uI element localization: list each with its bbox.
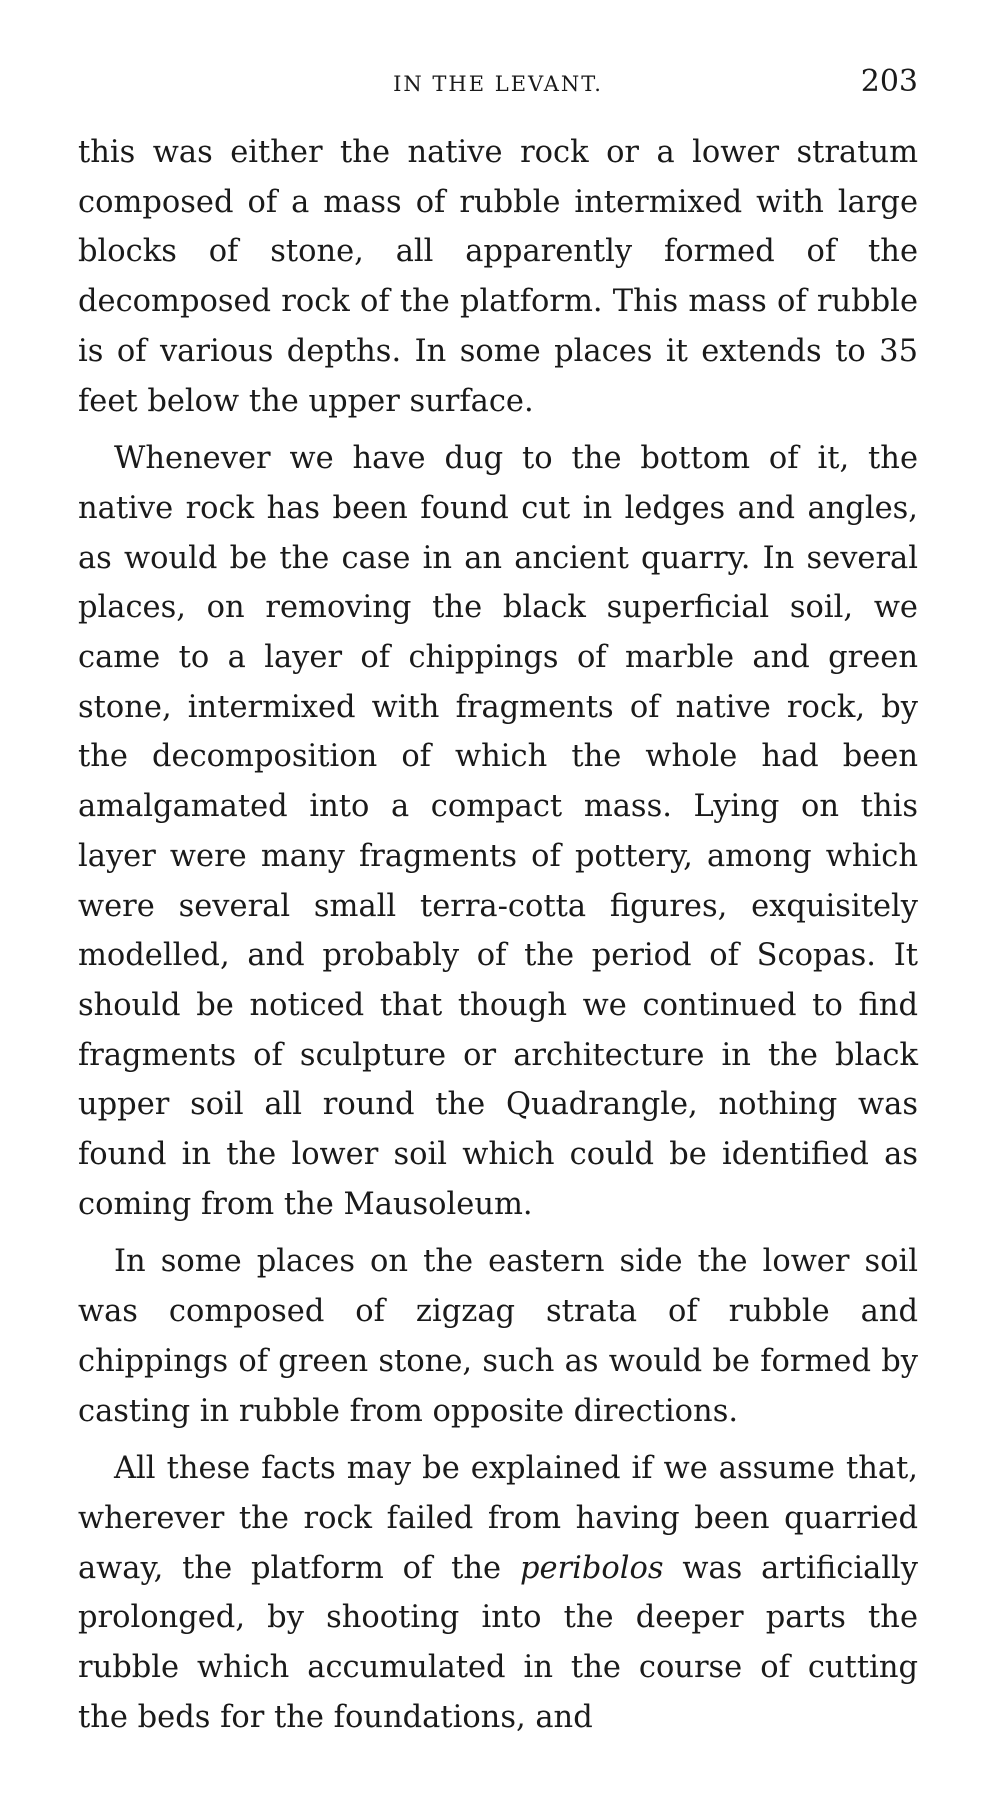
running-head (78, 60, 918, 108)
paragraph (78, 1444, 918, 1742)
running-title: IN THE LEVANT. (393, 72, 603, 96)
paragraph-text: All these facts may be explained if we assume that, wherever the rock failed from having been quarried away, the platform of the (78, 1451, 918, 1586)
page-number: 203 (860, 64, 918, 99)
paragraph: this was either the native rock or a lower stratum composed of a mass of rubble intermixed with large blocks of stone, all apparently formed of the decomposed rock of the platform. This mass of rubble is of various depths. In some places it extends to 35 feet below the upper surface. (78, 135, 918, 419)
italic-term: peribolos (519, 1550, 664, 1586)
body-text (78, 128, 918, 1743)
paragraph: Whenever we have dug to the bottom of it, the native rock has been found cut in ledges and angles, as would be the case in an ancient quarry. In several places, on removing the black superficial soil, we came to a layer of chippings of marble and green stone, intermixed with fragments of native rock, by the decomposition of which the whole had been amalgamated into a compact mass. Lying on this layer were many fragments of pottery, among which were several small terra-cotta figures, exquisitely modelled, and probably of the period of Scopas. It should be noticed that though we continued to find fragments of sculpture or architecture in the black upper soil all round the Quadrangle, nothing was found in the lower soil which could be identified as coming from the Mausoleum. (78, 441, 918, 1222)
paragraph: In some places on the eastern side the lower soil was composed of zigzag strata of rubble and chippings of green stone, such as would be formed by casting in rubble from opposite directions. (78, 1244, 918, 1429)
paragraph-text: was artificially prolonged, by shooting into the deeper parts the rubble which accumulated in the course of cutting the beds for the foundations, and (78, 1550, 918, 1735)
book-page (78, 60, 918, 1751)
